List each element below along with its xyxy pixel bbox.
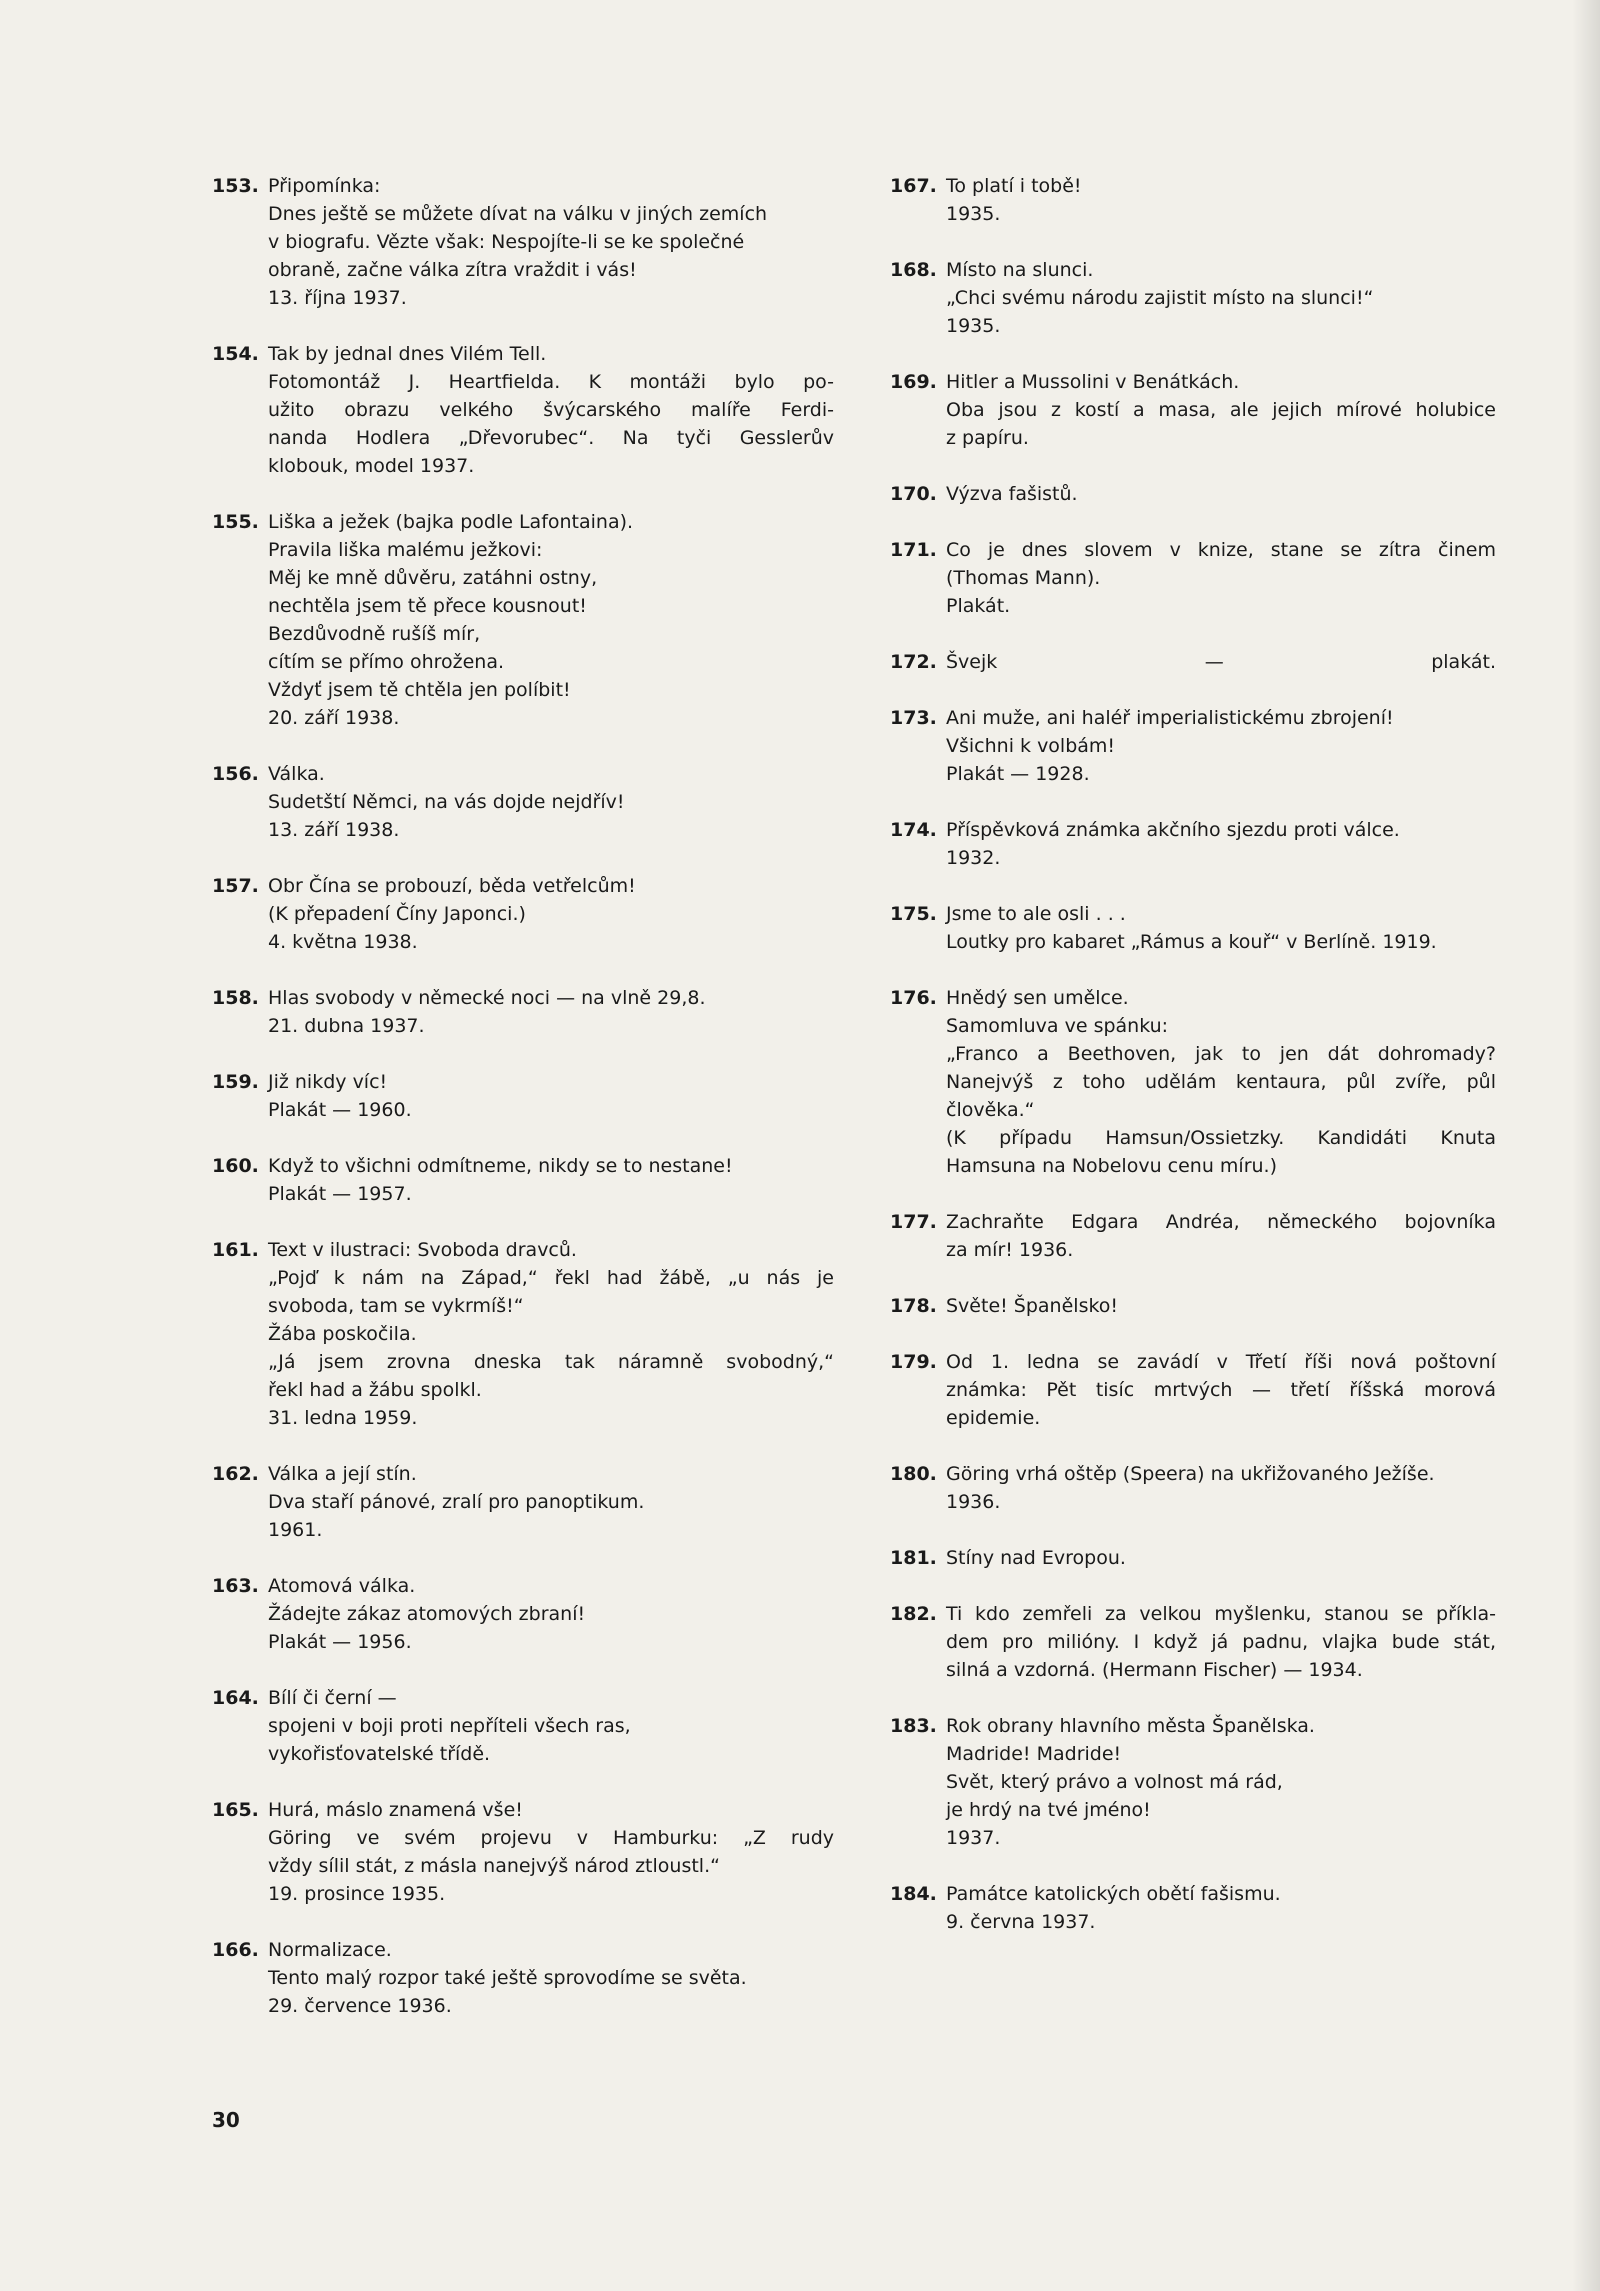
list-item [890,536,1496,620]
item-text [268,872,834,956]
text-line: Plakát. [946,595,1011,617]
text-line: je hrdý na tvé jméno! [946,1799,1151,1821]
item-text [946,1712,1496,1852]
item-text [946,984,1496,1180]
list-item [890,1880,1496,1936]
item-text [946,816,1496,872]
item-text [946,900,1496,956]
text-line: Hnědý sen umělce. [946,987,1129,1009]
text-line: Plakát — 1928. [946,763,1090,785]
item-text [268,1936,834,2020]
text-line: Všichni k volbám! [946,735,1116,757]
text-line: 29. července 1936. [268,1995,452,2017]
text-line: Plakát — 1957. [268,1183,412,1205]
text-line: Místo na slunci. [946,259,1094,281]
item-number: 155. [212,511,259,533]
text-line: Tak by jednal dnes Vilém Tell. [268,343,547,365]
list-item [890,1544,1496,1572]
item-text [268,984,834,1040]
text-line: 20. září 1938. [268,707,400,729]
list-item [212,984,834,1040]
text-line: dem pro milióny. I když já padnu, vlajka bude stát, [946,1631,1496,1653]
text-line: Hurá, máslo znamená vše! [268,1799,523,1821]
text-line: známka: Pět tisíc mrtvých — třetí říšská morová [946,1379,1496,1401]
item-text [268,1068,834,1124]
text-line: svoboda, tam se vykrmíš!“ [268,1295,524,1317]
item-text [946,536,1496,620]
item-number: 158. [212,987,259,1009]
text-line: Bezdůvodně rušíš mír, [268,623,481,645]
text-line: Švejk — plakát. [946,651,1496,673]
left-column [212,172,834,2048]
item-number: 161. [212,1239,259,1261]
item-number: 184. [890,1883,937,1905]
text-line: Samomluva ve spánku: [946,1015,1169,1037]
item-number: 175. [890,903,937,925]
list-item [890,816,1496,872]
item-text [268,1152,834,1208]
item-number: 171. [890,539,937,561]
page-edge-shadow [1572,0,1600,2291]
text-line: Oba jsou z kostí a masa, ale jejich mírové holubice [946,399,1496,421]
item-text [946,256,1496,340]
text-line: obraně, začne válka zítra vraždit i vás! [268,259,637,281]
list-item [212,872,834,956]
list-item [212,172,834,312]
text-line: „Já jsem zrovna dneska tak náramně svobodný,“ [268,1351,834,1373]
text-line: (K případu Hamsun/Ossietzky. Kandidáti Knuta [946,1127,1496,1149]
item-number: 170. [890,483,937,505]
item-number: 162. [212,1463,259,1485]
text-line: vykořisťovatelské třídě. [268,1743,491,1765]
item-number: 164. [212,1687,259,1709]
item-number: 159. [212,1071,259,1093]
text-line: Co je dnes slovem v knize, stane se zítra činem [946,539,1496,561]
list-item [890,480,1496,508]
list-item [890,1292,1496,1320]
text-line: 1936. [946,1491,1001,1513]
text-line: 13. října 1937. [268,287,407,309]
list-item [212,1068,834,1124]
item-number: 167. [890,175,937,197]
item-text [946,1544,1496,1572]
item-text [946,172,1496,228]
item-text [946,1208,1496,1264]
text-line: Nanejvýš z toho udělám kentaura, půl zvíře, půl [946,1071,1496,1093]
text-line: Atomová válka. [268,1575,416,1597]
list-item [890,1208,1496,1264]
text-line: z papíru. [946,427,1029,449]
text-line: Když to všichni odmítneme, nikdy se to nestane! [268,1155,733,1177]
list-item [890,984,1496,1180]
item-text [268,760,834,844]
text-line: Hitler a Mussolini v Benátkách. [946,371,1240,393]
text-line: 1935. [946,203,1001,225]
list-item [212,508,834,732]
text-line: Měj ke mně důvěru, zatáhni ostny, [268,567,598,589]
text-line: Liška a ježek (bajka podle Lafontaina). [268,511,634,533]
list-item [212,1936,834,2020]
list-item [212,1460,834,1544]
item-number: 176. [890,987,937,1009]
text-line: Rok obrany hlavního města Španělska. [946,1715,1315,1737]
text-line: 1961. [268,1519,323,1541]
text-line: (Thomas Mann). [946,567,1101,589]
list-item [890,1460,1496,1516]
item-text [946,1460,1496,1516]
text-line: Tento malý rozpor také ještě sprovodíme se světa. [268,1967,747,1989]
text-line: Ti kdo zemřeli za velkou myšlenku, stanou se příkla- [946,1603,1496,1625]
text-line: vždy sílil stát, z másla nanejvýš národ ztloustl.“ [268,1855,720,1877]
text-line: 1937. [946,1827,1001,1849]
text-line: Od 1. ledna se zavádí v Třetí říši nová poštovní [946,1351,1496,1373]
list-item [890,704,1496,788]
text-line: Žádejte zákaz atomových zbraní! [268,1603,586,1625]
text-line: Normalizace. [268,1939,392,1961]
list-item [890,1712,1496,1852]
item-number: 173. [890,707,937,729]
list-item [212,1684,834,1768]
list-item [212,1796,834,1908]
item-number: 157. [212,875,259,897]
item-number: 174. [890,819,937,841]
item-text [946,1292,1496,1320]
item-text [268,1684,834,1768]
text-line: Bílí či černí — [268,1687,397,1709]
item-text [946,368,1496,452]
list-item [212,760,834,844]
text-line: 1935. [946,315,1001,337]
text-line: nechtěla jsem tě přece kousnout! [268,595,587,617]
item-number: 180. [890,1463,937,1485]
text-line: Hlas svobody v německé noci — na vlně 29,8. [268,987,706,1009]
text-line: Dva staří pánové, zralí pro panoptikum. [268,1491,645,1513]
text-line: užito obrazu velkého švýcarského malíře Ferdi- [268,399,834,421]
item-text [268,508,834,732]
list-item [890,256,1496,340]
text-line: Svět, který právo a volnost má rád, [946,1771,1283,1793]
item-text [946,648,1496,676]
text-line: 4. května 1938. [268,931,418,953]
text-line: řekl had a žábu spolkl. [268,1379,482,1401]
text-line: Sudetští Němci, na vás dojde nejdřív! [268,791,625,813]
text-line: 31. ledna 1959. [268,1407,418,1429]
item-number: 166. [212,1939,259,1961]
item-text [946,480,1496,508]
text-line: Jsme to ale osli . . . [946,903,1126,925]
list-item [890,1348,1496,1432]
text-line: 13. září 1938. [268,819,400,841]
item-text [946,704,1496,788]
text-line: „Chci svému národu zajistit místo na slunci!“ [946,287,1374,309]
item-number: 181. [890,1547,937,1569]
text-line: Stíny nad Evropou. [946,1547,1126,1569]
item-number: 160. [212,1155,259,1177]
text-line: v biografu. Vězte však: Nespojíte-li se ke společné [268,231,745,253]
text-line: Žába poskočila. [268,1323,417,1345]
item-number: 169. [890,371,937,393]
item-text [268,340,834,480]
text-line: cítím se přímo ohrožena. [268,651,505,673]
item-text [268,1796,834,1908]
text-line: Göring ve svém projevu v Hamburku: „Z rudy [268,1827,834,1849]
text-line: Plakát — 1956. [268,1631,412,1653]
list-item [212,1572,834,1656]
list-item [212,1152,834,1208]
item-number: 172. [890,651,937,673]
text-line: Výzva fašistů. [946,483,1078,505]
item-number: 165. [212,1799,259,1821]
text-line: silná a vzdorná. (Hermann Fischer) — 1934. [946,1659,1363,1681]
text-line: nanda Hodlera „Dřevorubec“. Na tyči Gesslerův [268,427,834,449]
item-number: 153. [212,175,259,197]
text-line: Madride! Madride! [946,1743,1122,1765]
item-number: 183. [890,1715,937,1737]
text-line: Dnes ještě se můžete dívat na válku v jiných zemích [268,203,768,225]
item-text [268,1460,834,1544]
item-number: 163. [212,1575,259,1597]
item-number: 182. [890,1603,937,1625]
item-number: 156. [212,763,259,785]
text-line: Vždyť jsem tě chtěla jen políbit! [268,679,571,701]
text-line: Ani muže, ani haléř imperialistickému zbrojení! [946,707,1394,729]
item-number: 177. [890,1211,937,1233]
text-line: Hamsuna na Nobelovu cenu míru.) [946,1155,1277,1177]
text-line: 19. prosince 1935. [268,1883,446,1905]
text-line: „Franco a Beethoven, jak to jen dát dohromady? [946,1043,1496,1065]
item-number: 154. [212,343,259,365]
list-item [890,172,1496,228]
text-line: člověka.“ [946,1099,1035,1121]
list-item [212,1236,834,1432]
text-line: Válka. [268,763,325,785]
text-line: Již nikdy víc! [268,1071,388,1093]
text-line: 21. dubna 1937. [268,1015,425,1037]
item-number: 179. [890,1351,937,1373]
text-line: (K přepadení Číny Japonci.) [268,903,526,925]
list-item [212,340,834,480]
item-text [268,1572,834,1656]
text-line: Obr Čína se probouzí, běda vetřelcům! [268,875,636,897]
text-line: Pravila liška malému ježkovi: [268,539,543,561]
item-text [268,172,834,312]
text-line: klobouk, model 1937. [268,455,475,477]
text-line: „Pojď k nám na Západ,“ řekl had žábě, „u nás je [268,1267,834,1289]
text-line: To platí i tobě! [946,175,1082,197]
text-line: Příspěvková známka akčního sjezdu proti válce. [946,819,1400,841]
list-item [890,368,1496,452]
item-number: 178. [890,1295,937,1317]
text-line: Fotomontáž J. Heartfielda. K montáži bylo po- [268,371,834,393]
text-line: epidemie. [946,1407,1041,1429]
text-line: Loutky pro kabaret „Rámus a kouř“ v Berlíně. 1919. [946,931,1437,953]
text-line: 9. června 1937. [946,1911,1096,1933]
item-text [946,1880,1496,1936]
text-line: Připomínka: [268,175,381,197]
item-text [946,1600,1496,1684]
page-number: 30 [212,2108,240,2132]
text-line: Plakát — 1960. [268,1099,412,1121]
text-line: Text v ilustraci: Svoboda dravců. [268,1239,577,1261]
right-column [890,172,1496,1964]
text-line: Göring vrhá oštěp (Speera) na ukřižovaného Ježíše. [946,1463,1435,1485]
text-line: 1932. [946,847,1001,869]
text-line: Válka a její stín. [268,1463,417,1485]
item-number: 168. [890,259,937,281]
list-item [890,900,1496,956]
text-line: Zachraňte Edgara Andréa, německého bojovníka [946,1211,1496,1233]
text-line: spojeni v boji proti nepříteli všech ras, [268,1715,631,1737]
text-line: Světe! Španělsko! [946,1295,1119,1317]
item-text [946,1348,1496,1432]
item-text [268,1236,834,1432]
list-item [890,1600,1496,1684]
text-line: Památce katolických obětí fašismu. [946,1883,1281,1905]
text-line: za mír! 1936. [946,1239,1074,1261]
list-item [890,648,1496,676]
